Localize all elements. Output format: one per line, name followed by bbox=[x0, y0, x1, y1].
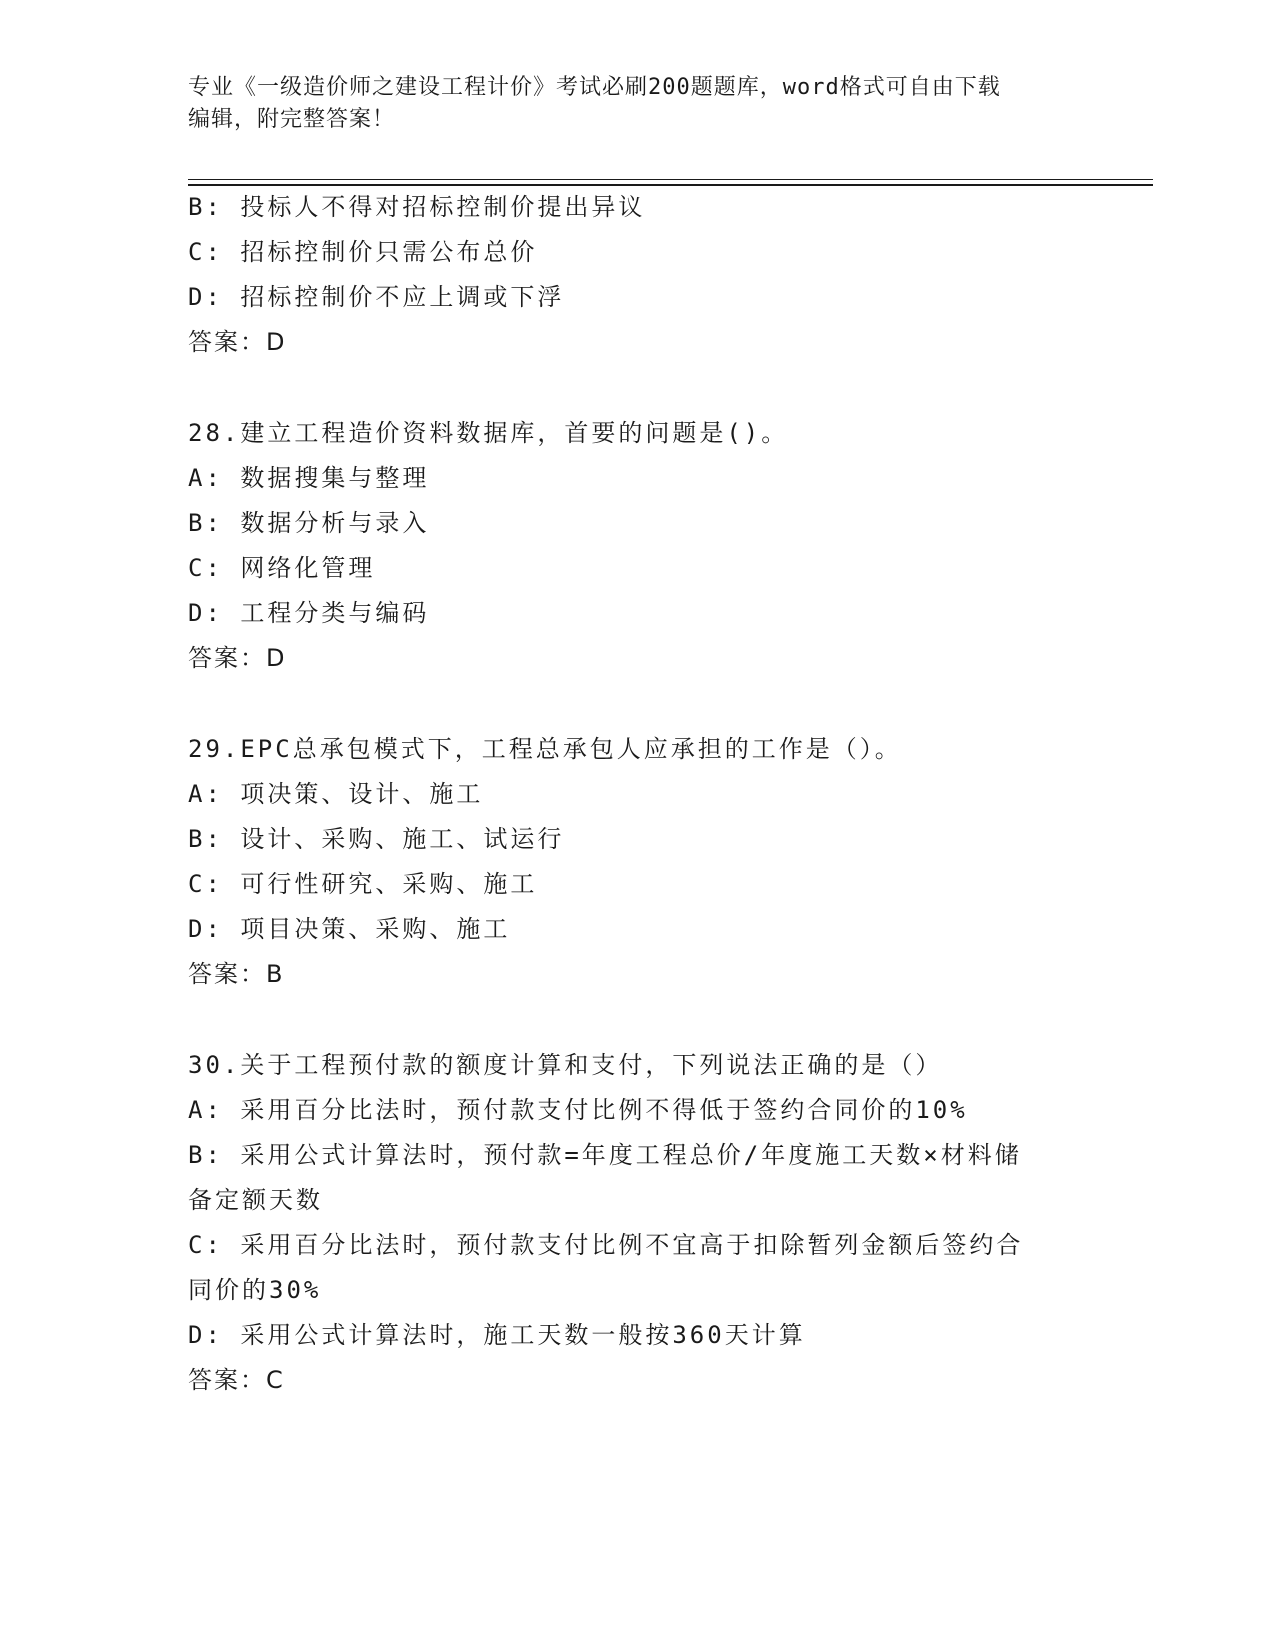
header-divider-bottom bbox=[188, 184, 1153, 186]
q27-answer: 答案：D bbox=[188, 328, 287, 356]
q28-option-a: A: 数据搜集与整理 bbox=[188, 464, 430, 492]
q30-option-a: A: 采用百分比法时，预付款支付比例不得低于签约合同价的10% bbox=[188, 1096, 968, 1124]
q30-option-d: D: 采用公式计算法时，施工天数一般按360天计算 bbox=[188, 1321, 806, 1349]
q29-option-b: B: 设计、采购、施工、试运行 bbox=[188, 825, 565, 853]
q30-option-c-line1: C: 采用百分比法时，预付款支付比例不宜高于扣除暂列金额后签约合 bbox=[188, 1231, 1024, 1259]
q30-option-b-line1: B: 采用公式计算法时，预付款=年度工程总价/年度施工天数×材料储 bbox=[188, 1141, 1022, 1169]
q30-answer: 答案：C bbox=[188, 1366, 285, 1394]
q29-answer: 答案：B bbox=[188, 960, 285, 988]
q27-option-b: B: 投标人不得对招标控制价提出异议 bbox=[188, 193, 646, 221]
document-header bbox=[188, 72, 1078, 136]
q30-option-b-line2: 备定额天数 bbox=[188, 1186, 323, 1214]
q28-option-c: C: 网络化管理 bbox=[188, 554, 376, 582]
q28-option-b: B: 数据分析与录入 bbox=[188, 509, 430, 537]
q29-option-c: C: 可行性研究、采购、施工 bbox=[188, 870, 538, 898]
q27-option-d: D: 招标控制价不应上调或下浮 bbox=[188, 283, 565, 311]
header-line-2: 编辑，附完整答案！ bbox=[188, 107, 396, 132]
q30-option-c-line2: 同价的30% bbox=[188, 1276, 322, 1304]
q28-answer: 答案：D bbox=[188, 644, 287, 672]
q30-question: 30.关于工程预付款的额度计算和支付，下列说法正确的是（） bbox=[188, 1051, 943, 1079]
header-divider-top bbox=[188, 179, 1153, 180]
q27-option-c: C: 招标控制价只需公布总价 bbox=[188, 238, 538, 266]
header-line-1: 专业《一级造价师之建设工程计价》考试必刷200题题库，word格式可自由下载 bbox=[188, 75, 1001, 100]
q28-question: 28.建立工程造价资料数据库，首要的问题是()。 bbox=[188, 419, 789, 447]
q28-option-d: D: 工程分类与编码 bbox=[188, 599, 430, 627]
q29-question: 29.EPC总承包模式下，工程总承包人应承担的工作是（）。 bbox=[188, 735, 902, 763]
q29-option-a: A: 项决策、设计、施工 bbox=[188, 780, 484, 808]
q29-option-d: D: 项目决策、采购、施工 bbox=[188, 915, 511, 943]
